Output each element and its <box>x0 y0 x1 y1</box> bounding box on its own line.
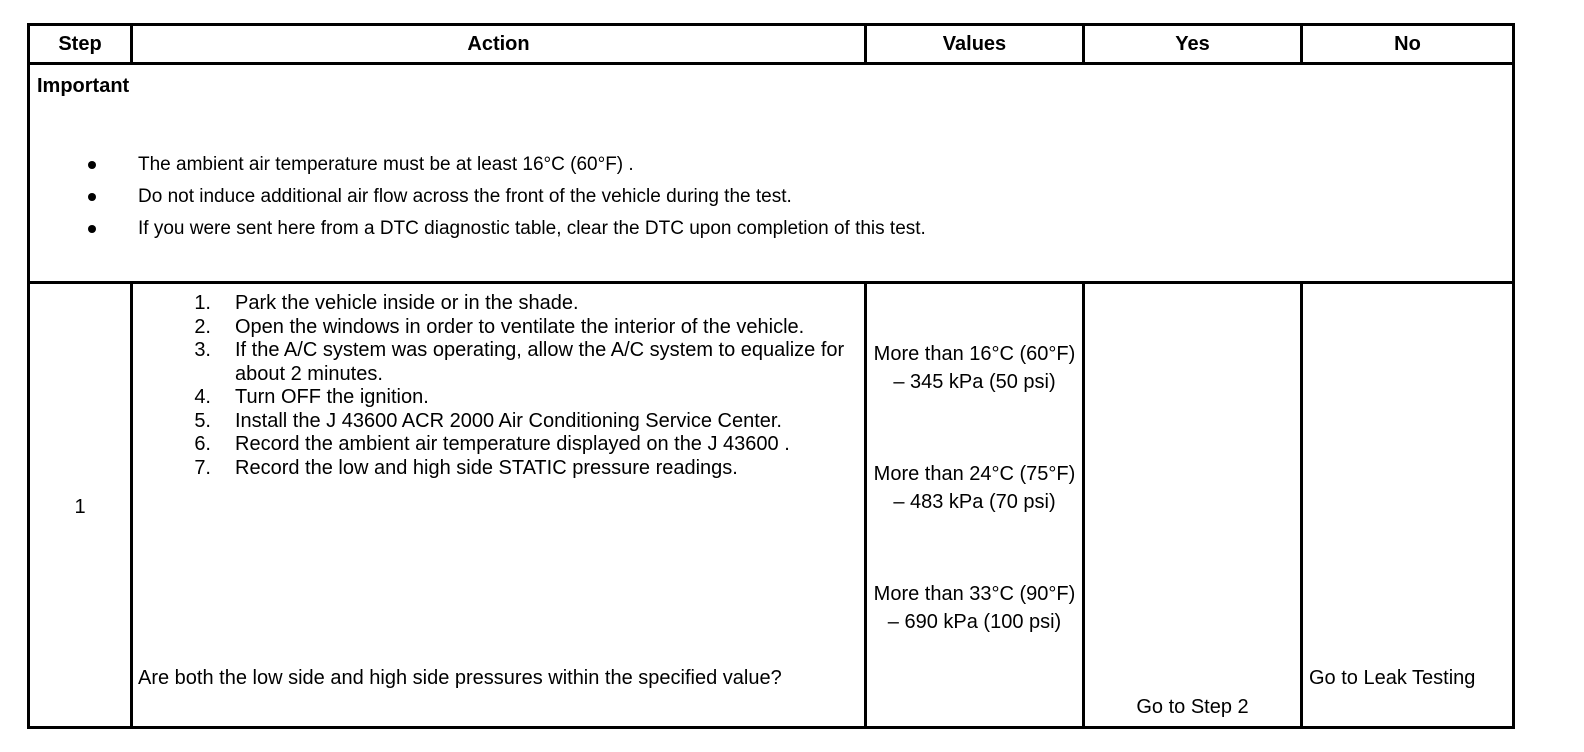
column-divider <box>130 26 133 62</box>
action-step-number: 7. <box>194 456 211 479</box>
bullet-icon <box>88 161 96 169</box>
action-step-number: 6. <box>194 433 211 455</box>
action-steps-list <box>133 292 849 480</box>
important-item-text: If you were sent here from a DTC diagnostic table, clear the DTC upon completion of this test. <box>138 218 926 239</box>
action-step-text: Record the low and high side STATIC pressure readings. <box>235 456 738 479</box>
action-step-number: 3. <box>194 339 211 361</box>
action-step <box>133 292 849 316</box>
step-number: 1 <box>74 496 86 518</box>
action-step <box>133 433 849 457</box>
column-divider <box>1082 284 1085 726</box>
action-step-number: 1. <box>194 292 211 314</box>
value-spec: More than 16°C (60°F) – 345 kPa (50 psi) <box>873 343 1076 393</box>
no-cell <box>1303 284 1512 726</box>
column-divider <box>1300 26 1303 62</box>
important-item-text: The ambient air temperature must be at least 16°C (60°F) . <box>138 154 634 175</box>
value-spec: More than 33°C (90°F) – 690 kPa (100 psi) <box>873 583 1076 633</box>
action-cell <box>133 284 864 726</box>
step-cell <box>30 284 130 726</box>
action-step <box>133 457 849 481</box>
action-step-number: 5. <box>194 409 211 432</box>
action-step-text: Record the ambient air temperature displayed on the J 43600 . <box>235 433 790 455</box>
column-divider <box>1300 284 1303 726</box>
column-divider <box>864 284 867 726</box>
values-cell <box>867 284 1082 726</box>
important-item <box>30 213 926 245</box>
yes-result: Go to Step 2 <box>1136 696 1249 718</box>
action-step <box>133 339 849 386</box>
action-step-text: Turn OFF the ignition. <box>235 386 429 408</box>
column-divider <box>1082 26 1085 62</box>
action-step-text: Park the vehicle inside or in the shade. <box>235 292 579 314</box>
action-step-text: Open the windows in order to ventilate the interior of the vehicle. <box>235 315 805 338</box>
important-item <box>30 149 926 181</box>
bullet-icon <box>88 193 96 201</box>
important-notice-row <box>30 65 1512 284</box>
important-list <box>30 149 926 245</box>
bullet-icon <box>88 225 96 233</box>
action-step-number: 4. <box>194 386 211 408</box>
header-yes: Yes <box>1175 32 1210 55</box>
no-result: Go to Leak Testing <box>1309 667 1476 689</box>
action-step-text: Install the J 43600 ACR 2000 Air Conditioning Service Center. <box>235 409 782 432</box>
value-spec: More than 24°C (75°F) – 483 kPa (70 psi) <box>873 463 1076 513</box>
header-step: Step <box>58 32 102 55</box>
important-item-text: Do not induce additional air flow across the front of the vehicle during the test. <box>138 186 792 207</box>
yes-cell <box>1085 284 1300 726</box>
header-action: Action <box>467 32 530 55</box>
header-no: No <box>1394 32 1421 55</box>
action-step-text: If the A/C system was operating, allow the A/C system to equalize for about 2 minutes. <box>235 339 845 385</box>
table-header-row <box>30 26 1512 65</box>
header-values: Values <box>942 32 1007 55</box>
action-step <box>133 410 849 434</box>
column-divider <box>130 284 133 726</box>
step-question: Are both the low side and high side pressures within the specified value? <box>138 667 782 689</box>
important-title: Important <box>37 75 130 97</box>
diagnostic-table <box>27 23 1515 729</box>
important-item <box>30 181 926 213</box>
action-step <box>133 316 849 340</box>
column-divider <box>864 26 867 62</box>
action-step <box>133 386 849 410</box>
step-row <box>30 284 1512 726</box>
action-step-number: 2. <box>194 315 211 338</box>
